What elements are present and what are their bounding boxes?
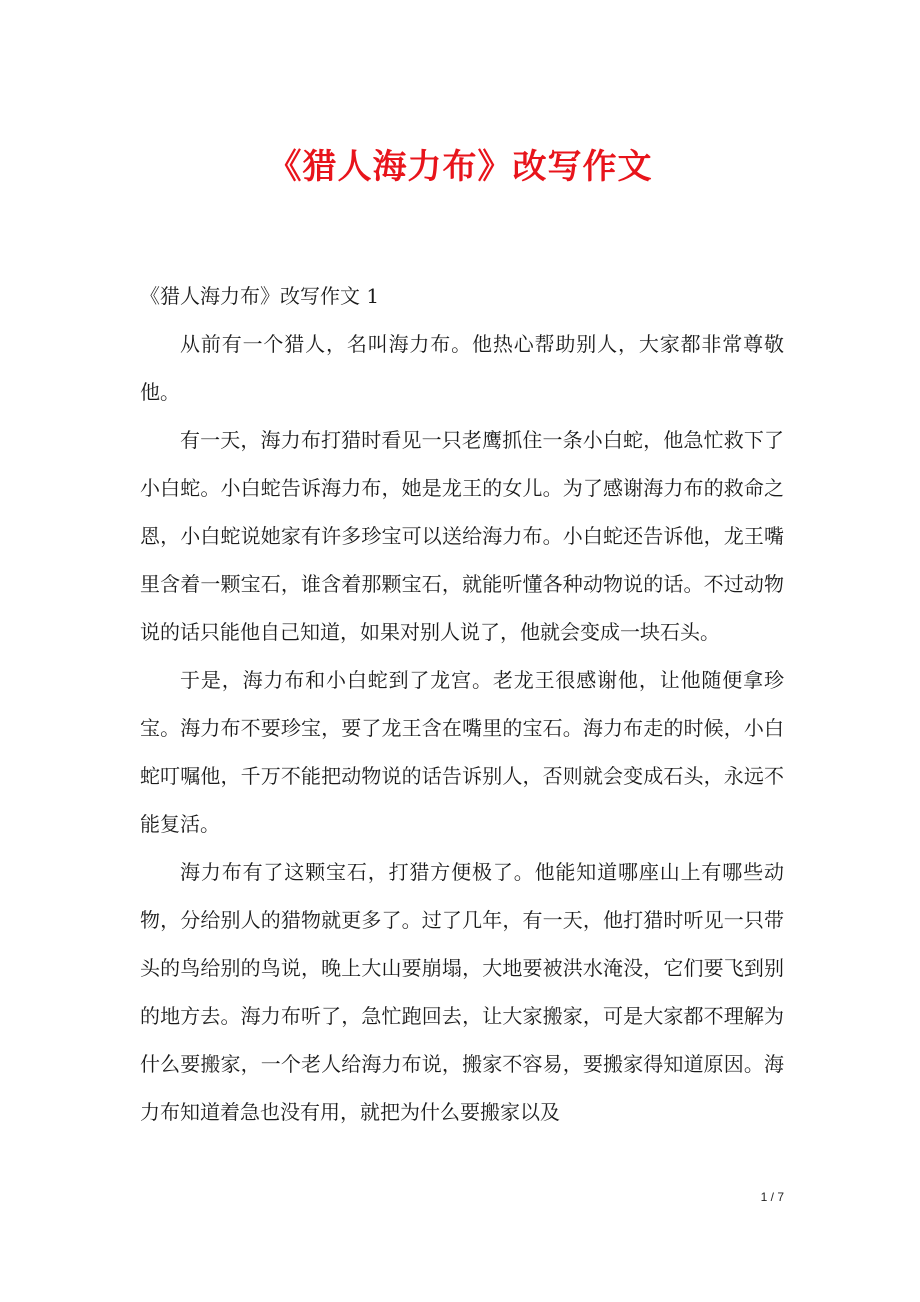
document-title: 《猎人海力布》改写作文 xyxy=(267,147,653,187)
paragraph-1: 从前有一个猎人，名叫海力布。他热心帮助别人，大家都非常尊敬他。 xyxy=(140,332,784,404)
paragraph-4: 海力布有了这颗宝石，打猎方便极了。他能知道哪座山上有哪些动物，分给别人的猎物就更多了。过了几年，有一天，他打猎时听见一只带头的鸟给别的鸟说，晚上大山要崩塌，大地要被洪水淹没，它们要飞到别的地方去。海力布听了，急忙跑回去，让大家搬家，可是大家都不理解为什么要搬家，一个老人给海力布说，搬家不容易，要搬家得知道原因。海力布知道着急也没有用，就把为什么要搬家以及 xyxy=(140,860,784,1124)
paragraph-2: 有一天，海力布打猎时看见一只老鹰抓住一条小白蛇，他急忙救下了小白蛇。小白蛇告诉海力布，她是龙王的女儿。为了感谢海力布的救命之恩，小白蛇说她家有许多珍宝可以送给海力布。小白蛇还告诉他，龙王嘴里含着一颗宝石，谁含着那颗宝石，就能听懂各种动物说的话。不过动物说的话只能他自己知道，如果对别人说了，他就会变成一块石头。 xyxy=(140,428,784,644)
paragraph-3: 于是，海力布和小白蛇到了龙宫。老龙王很感谢他，让他随便拿珍宝。海力布不要珍宝，要了龙王含在嘴里的宝石。海力布走的时候，小白蛇叮嘱他，千万不能把动物说的话告诉别人，否则就会变成石头，永远不能复活。 xyxy=(140,668,784,836)
page-number: 1 / 7 xyxy=(760,1190,784,1204)
section-heading: 《猎人海力布》改写作文 1 xyxy=(140,284,380,308)
document-body xyxy=(140,272,784,1136)
